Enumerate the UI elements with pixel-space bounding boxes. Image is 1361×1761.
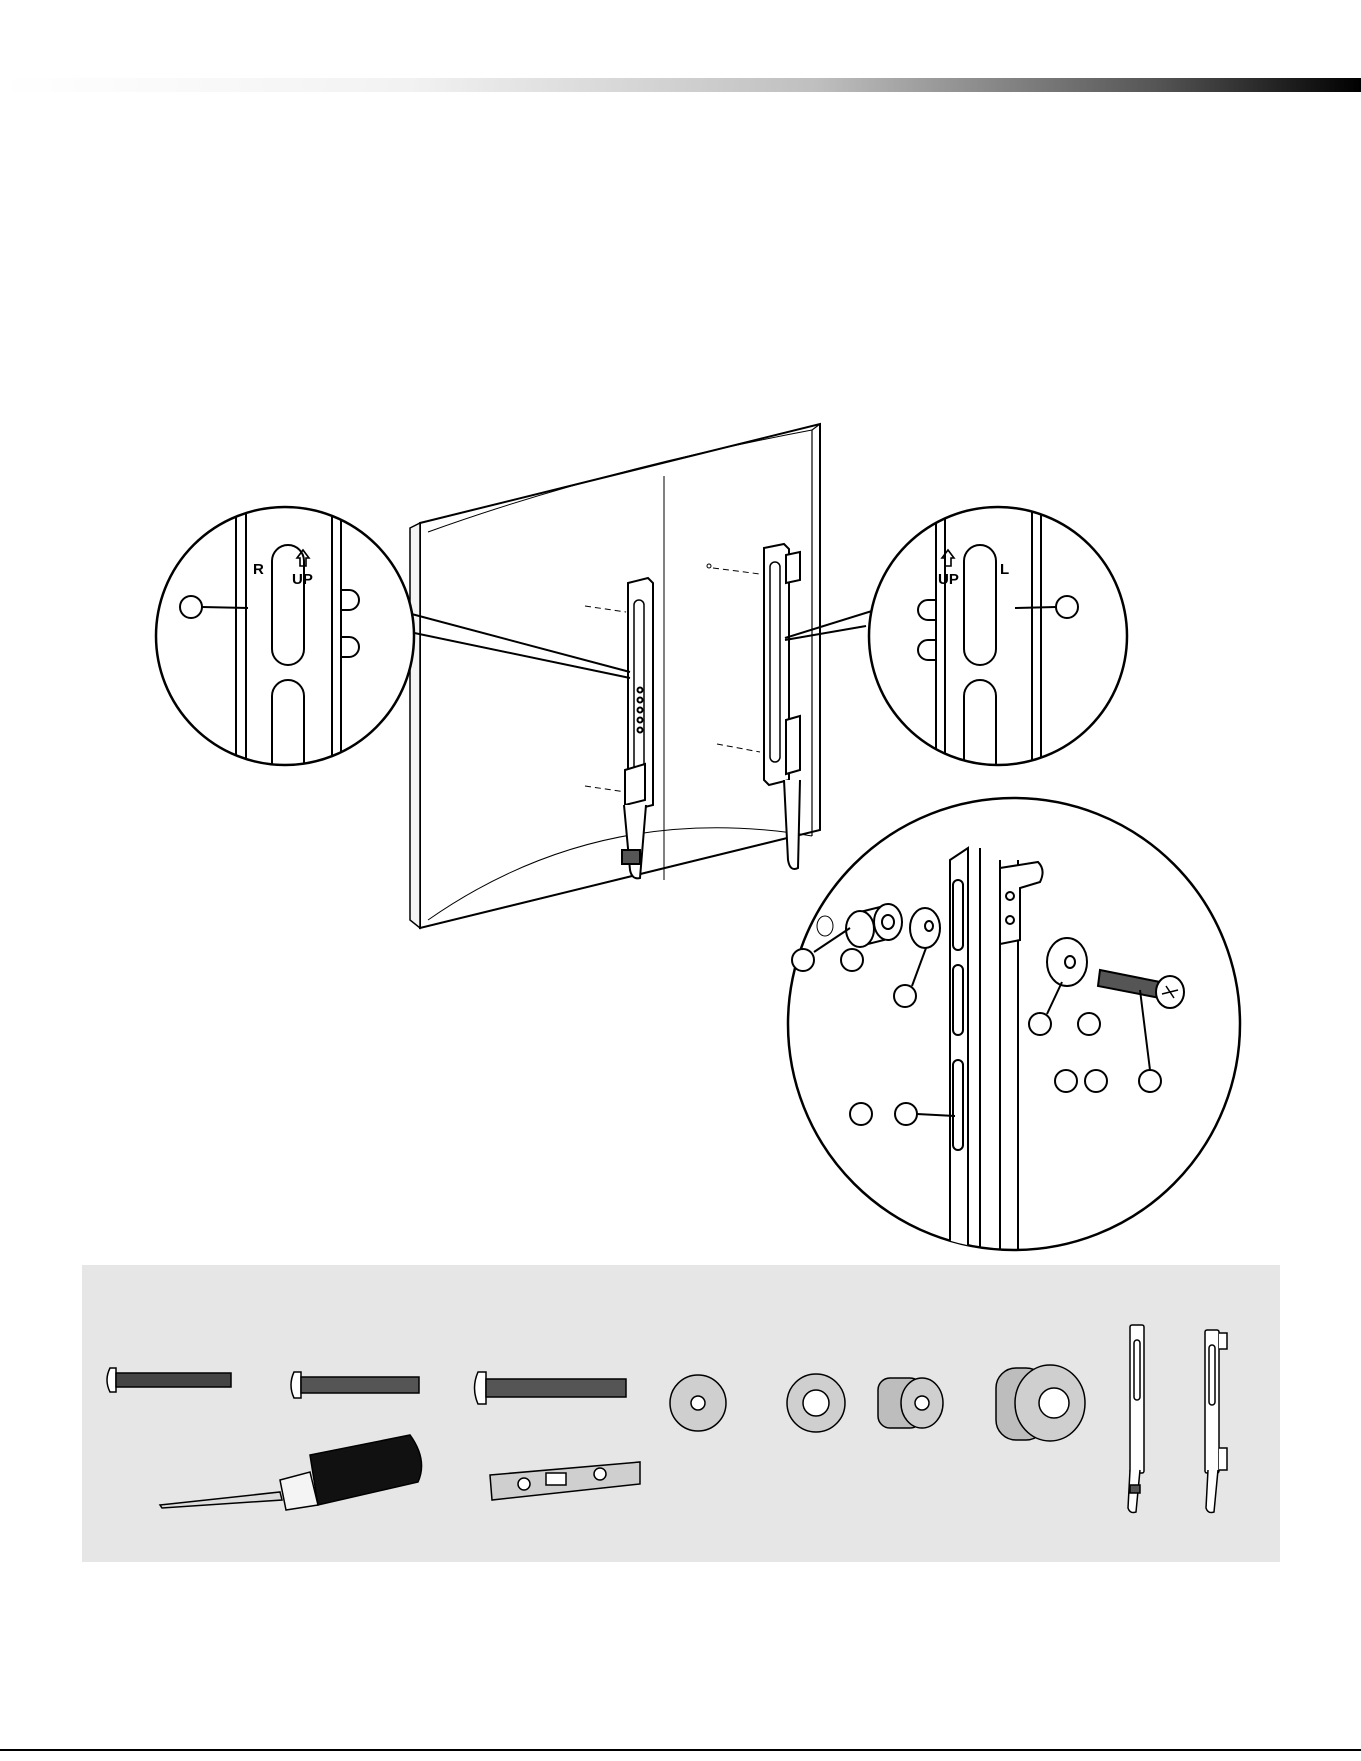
part-callout-marker	[1056, 596, 1078, 618]
left-bracket-side-label: L	[1000, 561, 1010, 578]
bracket-icon	[1205, 1330, 1227, 1513]
screw-icon	[475, 1372, 627, 1404]
part-callout-marker	[180, 596, 202, 618]
parts-contents	[107, 1325, 1227, 1513]
left-bracket-up-label: UP	[938, 571, 959, 588]
washer-icon	[910, 908, 940, 948]
level-icon	[490, 1462, 640, 1500]
washer-icon	[1047, 938, 1087, 986]
tv-back-icon	[410, 424, 820, 928]
right-bracket-side-label: R	[253, 561, 264, 578]
screw-icon	[107, 1368, 231, 1392]
left-bracket-detail	[869, 500, 1127, 800]
spacer-icon	[996, 1365, 1085, 1441]
bracket-icon	[1128, 1325, 1144, 1513]
spacer-icon	[878, 1378, 943, 1428]
screwdriver-icon	[160, 1435, 422, 1510]
right-bracket-detail	[156, 500, 414, 800]
hardware-detail	[788, 798, 1240, 1260]
right-bracket-up-label: UP	[292, 571, 313, 588]
washer-icon	[670, 1375, 726, 1431]
screw-icon	[291, 1372, 419, 1398]
washer-icon	[787, 1374, 845, 1432]
